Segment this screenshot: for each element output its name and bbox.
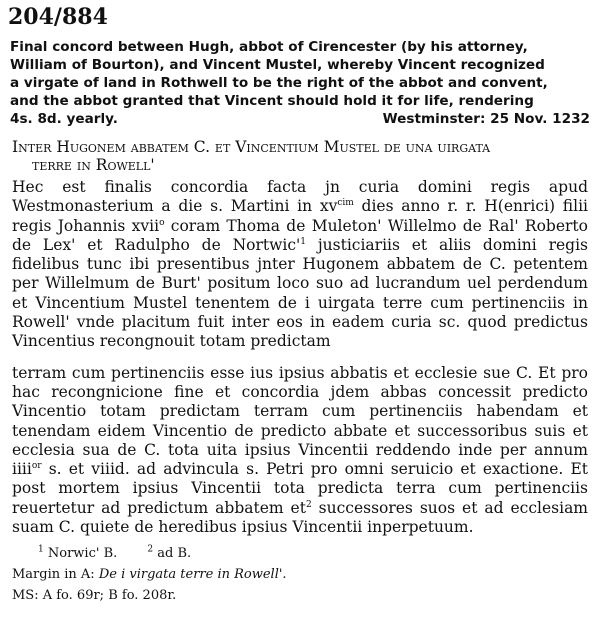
summary-line: Final concord between Hugh, abbot of Cirencester (by his attorney, (10, 39, 528, 55)
document-page (0, 4, 600, 625)
footnote-2: $^2$ ad B. (147, 545, 192, 562)
footnote-1: $^1$ Norwic' B. (38, 545, 118, 562)
latin-heading (12, 138, 594, 174)
summary-rent: 4s. 8d. yearly. (10, 111, 118, 127)
summary-line: William of Bourton), and Vincent Mustel, whereby Vincent recognized (10, 57, 545, 73)
summary-line: a virgate of land in Rothwell to be the right of the abbot and convent, (10, 75, 548, 91)
document-number: 204/884 (8, 4, 108, 30)
english-summary (10, 38, 590, 128)
margin-note (12, 566, 594, 583)
heading-line-1: Inter Hugonem abbatem C. et Vincentium Mustel de una uirgata (12, 138, 491, 156)
latin-paragraph-2: terram cum pertinenciis esse ius ipsius abbatis et ecclesie sue C. Et pro hac recongnicione fine et concordia jdem abbas concessit predicto Vincentio totam predictam terram cum pertinenciis habendam et tenendam eidem Vincentio de predicto abbate et successoribus suis et ecclesia sua de C. tota uita ipsius Vincentii reddendo inde per annum iiii$^{or}$ s. et viiid. ad advincula s. Petri pro omni seruicio et exactione. Et post mortem ipsius Vincentii tota predicta terra cum pertinenciis reuertetur ad predictum abbatem $et^2$ successores suos et ad ecclesiam suam C. quiete de heredibus ipsius Vincentii inperpetuum. (12, 363, 589, 537)
latin-paragraph-1: Hec est finalis concordia facta jn curia domini regis apud Westmonasterium a die s. Martini in $xv^{cim}$ dies anno r. r. H(enrici) filii regis Johannis xvii$^o$ coram Thoma de Muleton' Willelmo de Ral' Roberto de Lex' et Radulpho de $Nortwic'^1$ justiciariis et aliis domini regis fidelibus tunc ibi presentibus jnter Hugonem abbatem de C. petentem per Willelmum de Burt' positum loco suo ad lucrandum uel perdendum et Vincentium Mustel tenentem de i uirgata terre cum pertinenciis in Rowell' vnde placitum fuit inter eos in eadem curia sc. quod predictus Vincentius recongnouit totam predictam (12, 178, 588, 351)
heading-line-2: terre in Rowell' (32, 156, 155, 174)
margin-note-text: De i virgata terre in Rowell'. (98, 567, 287, 583)
summary-place-date: Westminster: 25 Nov. 1232 (382, 111, 590, 127)
footnotes (38, 545, 594, 562)
manuscript-reference: MS: A fo. 69r; B fo. 208r. (12, 588, 177, 604)
summary-line: and the abbot granted that Vincent should hold it for life, rendering (10, 93, 534, 109)
summary-last-line (10, 110, 590, 128)
margin-note-label: Margin in A: (12, 567, 95, 583)
